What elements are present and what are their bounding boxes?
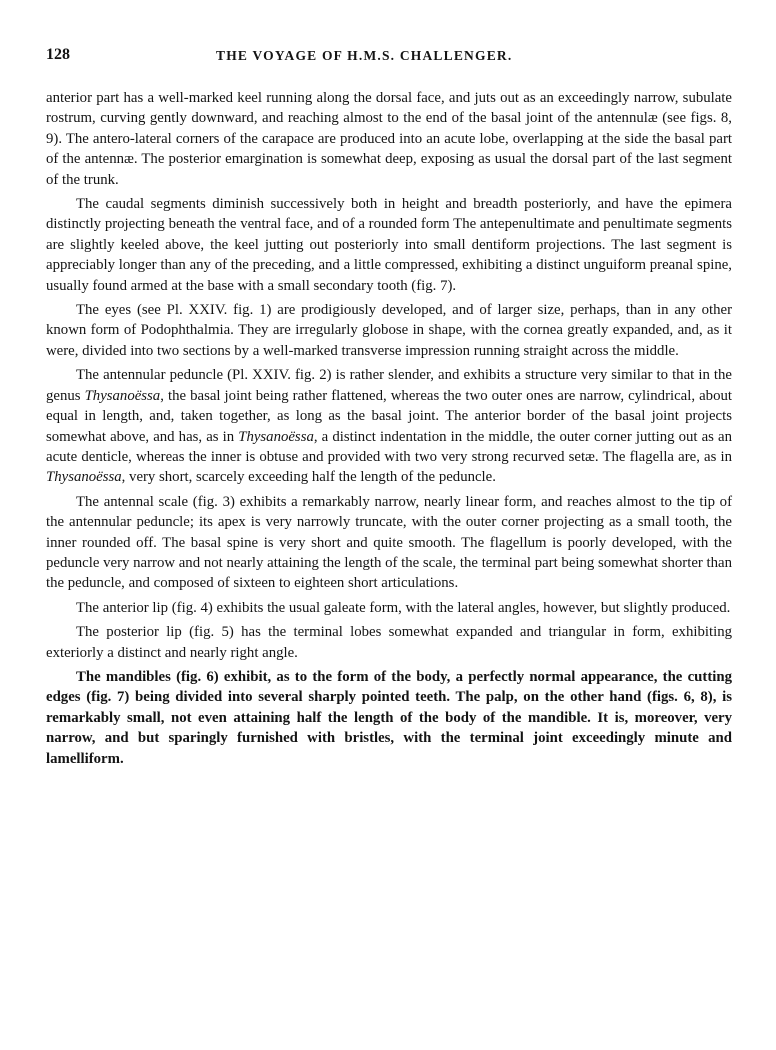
paragraph-posterior-lip: The posterior lip (fig. 5) has the terminal lobes somewhat expanded and triangular in form, exhibiting exteriorly a distinct and nearly right angle. [46, 624, 732, 661]
text-run: , the basal joint being rather flattened, whereas the two outer ones are narrow, cylindrical, about equal in length, and, taken together, as long as the basal joint. The anterior border of the basal joint projects somewhat above, and has, as in [46, 387, 732, 445]
page [46, 38, 732, 773]
paragraph-antennal-scale: The antennal scale (fig. 3) exhibits a remarkably narrow, nearly linear form, and reaches almost to the tip of the antennular peduncle; its apex is very narrowly truncate, with the outer corner projecting as a small tooth, the inner rounded off. The basal spine is very short and quite smooth. The flagellum is poorly developed, with the peduncle very narrow and not nearly attaining the length of the scale, the terminal part being somewhat shorter than the peduncle, and composed of sixteen to eighteen short articulations. [46, 493, 732, 592]
body-text [46, 88, 732, 769]
text-run: The antennular peduncle (Pl. XXIV. fig. 2) is rather slender, and exhibits a structure very similar to that in the genus [46, 367, 732, 404]
paragraph-anterior-lip: The anterior lip (fig. 4) exhibits the usual galeate form, with the lateral angles, however, but slightly produced. [76, 599, 731, 616]
genus-name: Thysanoëssa [46, 469, 122, 486]
genus-name: Thysanoëssa [238, 428, 314, 445]
paragraph-mandibles: The mandibles (fig. 6) exhibit, as to the form of the body, a perfectly normal appearance, the cutting edges (fig. 7) being divided into several sharply pointed teeth. The palp, on the other hand (figs. 6, 8), is remarkably small, not even attaining half the length of the body of the mandible. It is, moreover, very narrow, and but sparingly furnished with bristles, with the terminal joint exceedingly minute and lamelliform. [46, 668, 732, 767]
paragraph-carapace: anterior part has a well-marked keel running along the dorsal face, and juts out as an exceedingly narrow, subulate rostrum, curving gently downward, and reaching almost to the end of the basal joint of the antennulæ (see figs. 8, 9). The antero-lateral corners of the carapace are produced into an acute lobe, overlapping at the side the basal part of the antennæ. The posterior emargination is somewhat deep, exposing as usual the dorsal part of the last segment of the trunk. [46, 90, 732, 188]
text-run: , very short, scarcely exceeding half the length of the peduncle. [121, 469, 496, 486]
text-run: , a distinct indentation in the middle, the outer corner jutting out as an acute denticle, whereas the inner is obtuse and provided with two very strong recurved setæ. The flagella are, as in [46, 428, 732, 465]
paragraph-eyes: The eyes (see Pl. XXIV. fig. 1) are prodigiously developed, and of larger size, perhaps, than in any other known form of Podophthalmia. They are irregularly globose in shape, with the cornea greatly expanded, and, as it were, divided into two sections by a well-marked transverse impression running straight across the middle. [46, 302, 732, 359]
running-head: THE VOYAGE OF H.M.S. CHALLENGER. [216, 48, 513, 63]
genus-name: Thysanoëssa [84, 387, 161, 404]
page-header [46, 38, 732, 68]
paragraph-caudal-segments: The caudal segments diminish successively both in height and breadth posteriorly, and have the epimera distinctly projecting beneath the ventral face, and of a rounded form The antepenultimate and penultimate segments are slightly keeled above, the keel jutting out posteriorly into small dentiform projections. The last segment is appreciably longer than any of the preceding, and a little compressed, exhibiting a distinct unguiform preanal spine, usually found armed at the base with a small secondary tooth (fig. 7). [46, 196, 732, 294]
page-number: 128 [46, 46, 70, 63]
paragraph-antennular-peduncle [46, 365, 732, 487]
